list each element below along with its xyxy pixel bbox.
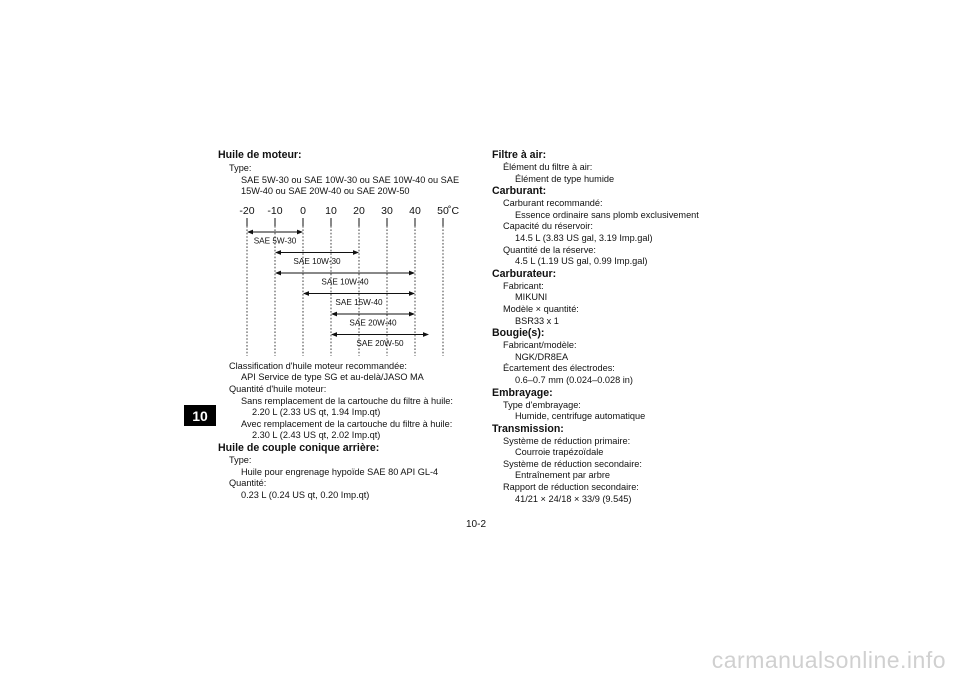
transmission-primary-value: Courroie trapézoïdale [515, 447, 604, 458]
range-arrow-right [297, 229, 303, 234]
clutch-type-value: Humide, centrifuge automatique [515, 411, 646, 422]
series-label: SAE 10W-30 [293, 256, 341, 266]
tick-label: -10 [267, 204, 283, 217]
fuel-heading: Carburant: [492, 185, 547, 198]
series-label: SAE 15W-40 [335, 297, 383, 307]
oil-classification-label: Classification d'huile moteur recommandée: [229, 360, 407, 371]
fuel-recommended-value: Essence ordinaire sans plomb exclusivement [515, 209, 699, 220]
fuel-tank-label: Capacité du réservoir: [503, 221, 593, 232]
clutch-type-label: Type d'embrayage: [503, 399, 581, 410]
range-arrow-left [331, 311, 337, 316]
engine-oil-heading: Huile de moteur: [218, 149, 302, 161]
oil-with-filter-value: 2.30 L (2.43 US qt, 2.02 Imp.qt) [252, 430, 381, 441]
range-arrow-left [247, 229, 253, 234]
bevel-oil-type-label: Type: [229, 454, 252, 465]
series-label: SAE 20W-50 [356, 338, 404, 348]
range-arrow-right [353, 250, 359, 255]
tick-label: 40 [409, 204, 421, 217]
spark-plug-maker-label: Fabricant/modèle: [503, 340, 577, 351]
fuel-recommended-label: Carburant recommandé: [503, 198, 603, 209]
air-filter-element-label: Élément du filtre à air: [503, 162, 593, 172]
tick-label: 0 [300, 204, 306, 217]
air-filter-heading: Filtre à air: [492, 149, 547, 161]
page-number: 10-2 [466, 519, 487, 530]
transmission-secondary-value: Entraînement par arbre [515, 470, 610, 481]
spark-plug-gap-value: 0.6–0.7 mm (0.024–0.028 in) [515, 374, 633, 385]
tick-label: 50 [437, 204, 449, 217]
range-arrow-right [409, 270, 415, 275]
bevel-oil-quantity-value: 0.23 L (0.24 US qt, 0.20 Imp.qt) [241, 489, 370, 500]
transmission-ratio-value: 41/21 × 24/18 × 33/9 (9.545) [515, 493, 632, 504]
oil-quantity-label: Quantité d'huile moteur: [229, 383, 327, 394]
fuel-reserve-value: 4.5 L (1.19 US gal, 0.99 Imp.gal) [515, 256, 648, 267]
spark-plug-heading: Bougie(s): [492, 327, 545, 340]
carburetor-model-value: BSR33 x 1 [515, 315, 559, 326]
oil-viscosity-chart [222, 198, 468, 361]
tick-label: -20 [239, 204, 255, 217]
carburetor-model-label: Modèle × quantité: [503, 303, 579, 314]
transmission-secondary-label: Système de réduction secondaire: [503, 458, 642, 469]
carburetor-maker-value: MIKUNI [515, 292, 548, 303]
range-arrow-right [409, 291, 415, 296]
oil-viscosity-chart-svg [222, 202, 460, 362]
right-column [492, 149, 742, 505]
range-arrow-right [409, 311, 415, 316]
carburetor-maker-label: Fabricant: [503, 280, 544, 291]
range-arrow-left [275, 270, 281, 275]
range-arrow-left [275, 250, 281, 255]
watermark: carmanualsonline.info [711, 647, 946, 673]
series-label: SAE 20W-40 [349, 318, 397, 328]
oil-without-filter-value: 2.20 L (2.33 US qt, 1.94 Imp.qt) [252, 407, 381, 418]
left-column [218, 149, 468, 501]
spark-plug-gap-label: Écartement des électrodes: [503, 363, 615, 374]
chapter-tab: 10 [184, 405, 216, 426]
air-filter-element-value: Élément de type humide [515, 173, 615, 184]
carburetor-heading: Carburateur: [492, 267, 557, 280]
bevel-oil-quantity-label: Quantité: [229, 478, 267, 489]
engine-oil-type-value-1: SAE 5W-30 ou SAE 10W-30 ou SAE 10W-40 ou SAE [241, 174, 460, 185]
range-arrow-right [423, 332, 429, 337]
engine-oil-type-label: Type: [229, 163, 252, 173]
tick-label: 20 [353, 204, 365, 217]
tick-label: 30 [381, 204, 393, 217]
transmission-heading: Transmission: [492, 422, 564, 435]
transmission-ratio-label: Rapport de réduction secondaire: [503, 482, 639, 493]
range-arrow-left [303, 291, 309, 296]
oil-with-filter-label: Avec remplacement de la cartouche du filtre à huile: [241, 418, 453, 429]
transmission-primary-label: Système de réduction primaire: [503, 435, 631, 446]
bevel-oil-type-value: Huile pour engrenage hypoïde SAE 80 API GL-4 [241, 466, 439, 477]
fuel-reserve-label: Quantité de la réserve: [503, 244, 596, 255]
fuel-tank-value: 14.5 L (3.83 US gal, 3.19 Imp.gal) [515, 232, 653, 243]
clutch-heading: Embrayage: [492, 386, 553, 399]
oil-classification-value: API Service de type SG et au-delà/JASO MA [241, 372, 424, 383]
series-label: SAE 10W-40 [321, 277, 369, 287]
range-arrow-left [331, 332, 337, 337]
tick-label: 10 [325, 204, 337, 217]
series-label: SAE 5W-30 [253, 236, 297, 246]
unit-label: ˚C [448, 204, 460, 217]
bevel-gear-oil-heading: Huile de couple conique arrière: [218, 441, 380, 454]
oil-without-filter-label: Sans remplacement de la cartouche du filtre à huile: [241, 395, 453, 406]
spark-plug-maker-value: NGK/DR8EA [515, 351, 569, 362]
engine-oil-type-value-2: 15W-40 ou SAE 20W-40 ou SAE 20W-50 [241, 186, 410, 197]
